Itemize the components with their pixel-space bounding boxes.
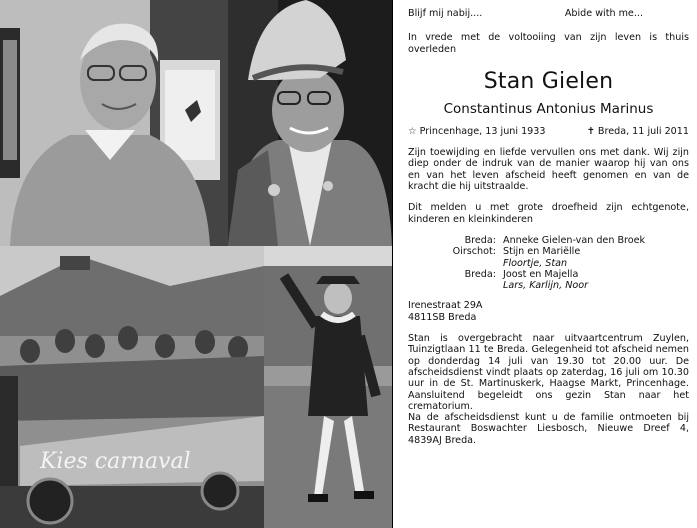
header-lines [408,8,689,19]
family-place: Breda: [464,268,496,280]
family-list [408,235,689,291]
family-row [408,269,689,280]
announcement-paragraph: Dit melden u met grote droefheid zijn echtgenote, kinderen en kleinkinderen [408,202,689,225]
photo-carnival-float [0,246,264,528]
family-place: Oirschot: [452,246,496,258]
float-sign-text: Kies carnaval [40,449,191,474]
address-street: Irenestraat 29A [408,300,483,312]
header-right: Abide with me... [564,8,643,19]
family-names: Anneke Gielen-van den Broek [503,234,646,246]
funeral-details: Stan is overgebracht naar uitvaartcentrum Zuylen, Tuinzigtlaan 11 te Breda. Gelegenheid tot afscheid nemen op donderdag 14 juli van 19.30 tot 20.00 uur. De afscheidsdienst vindt plaats op zaterdag, 16 juli om 10.30 uur in de St. Martinuskerk, Haagse Markt, Princenhage. Aansluitend begeleidt ons gezin Stan naar het crematorium. [408,333,689,412]
birth-info: ☆ Princenhage, 13 juni 1933 [408,125,546,137]
family-names: Joost en Majella [503,268,579,280]
family-names: Stijn en Mariëlle [503,246,581,258]
death-announcement [392,0,697,528]
photo-elderly-man [0,0,228,246]
header-left: Blijf mij nabij.... [408,8,483,19]
address-postcode: 4811SB Breda [408,311,477,323]
gratitude-paragraph: Zijn toewijding en liefde vervullen ons met dank. Wij zijn diep onder de indruk van de manier waarop hij van ons en van het leven afscheid heeft genomen en van de kracht die hij uitstraalde. [408,147,689,193]
deceased-name: Stan Gielen [483,68,614,94]
death-info: ✝ Breda, 11 juli 2011 [586,125,689,137]
dates-line [408,126,689,137]
family-row [408,235,689,246]
family-children: Floortje, Stan [503,257,568,269]
family-children: Lars, Karlijn, Noor [503,280,589,292]
photo-costumed-man [264,246,392,528]
family-place: Breda: [464,234,496,246]
reception-details: Na de afscheidsdienst kunt u de familie ontmoeten bij Restaurant Boswachter Liesbosch, Nieuwe Dreef 4, 4839AJ Breda. [408,412,689,446]
home-address [408,300,689,323]
intro-text: In vrede met de voltooiing van zijn leven is thuis overleden [408,32,689,55]
family-row [408,246,689,257]
photo-carnival-prince [228,0,392,246]
deceased-full-name: Constantinus Antonius Marinus [443,100,654,117]
